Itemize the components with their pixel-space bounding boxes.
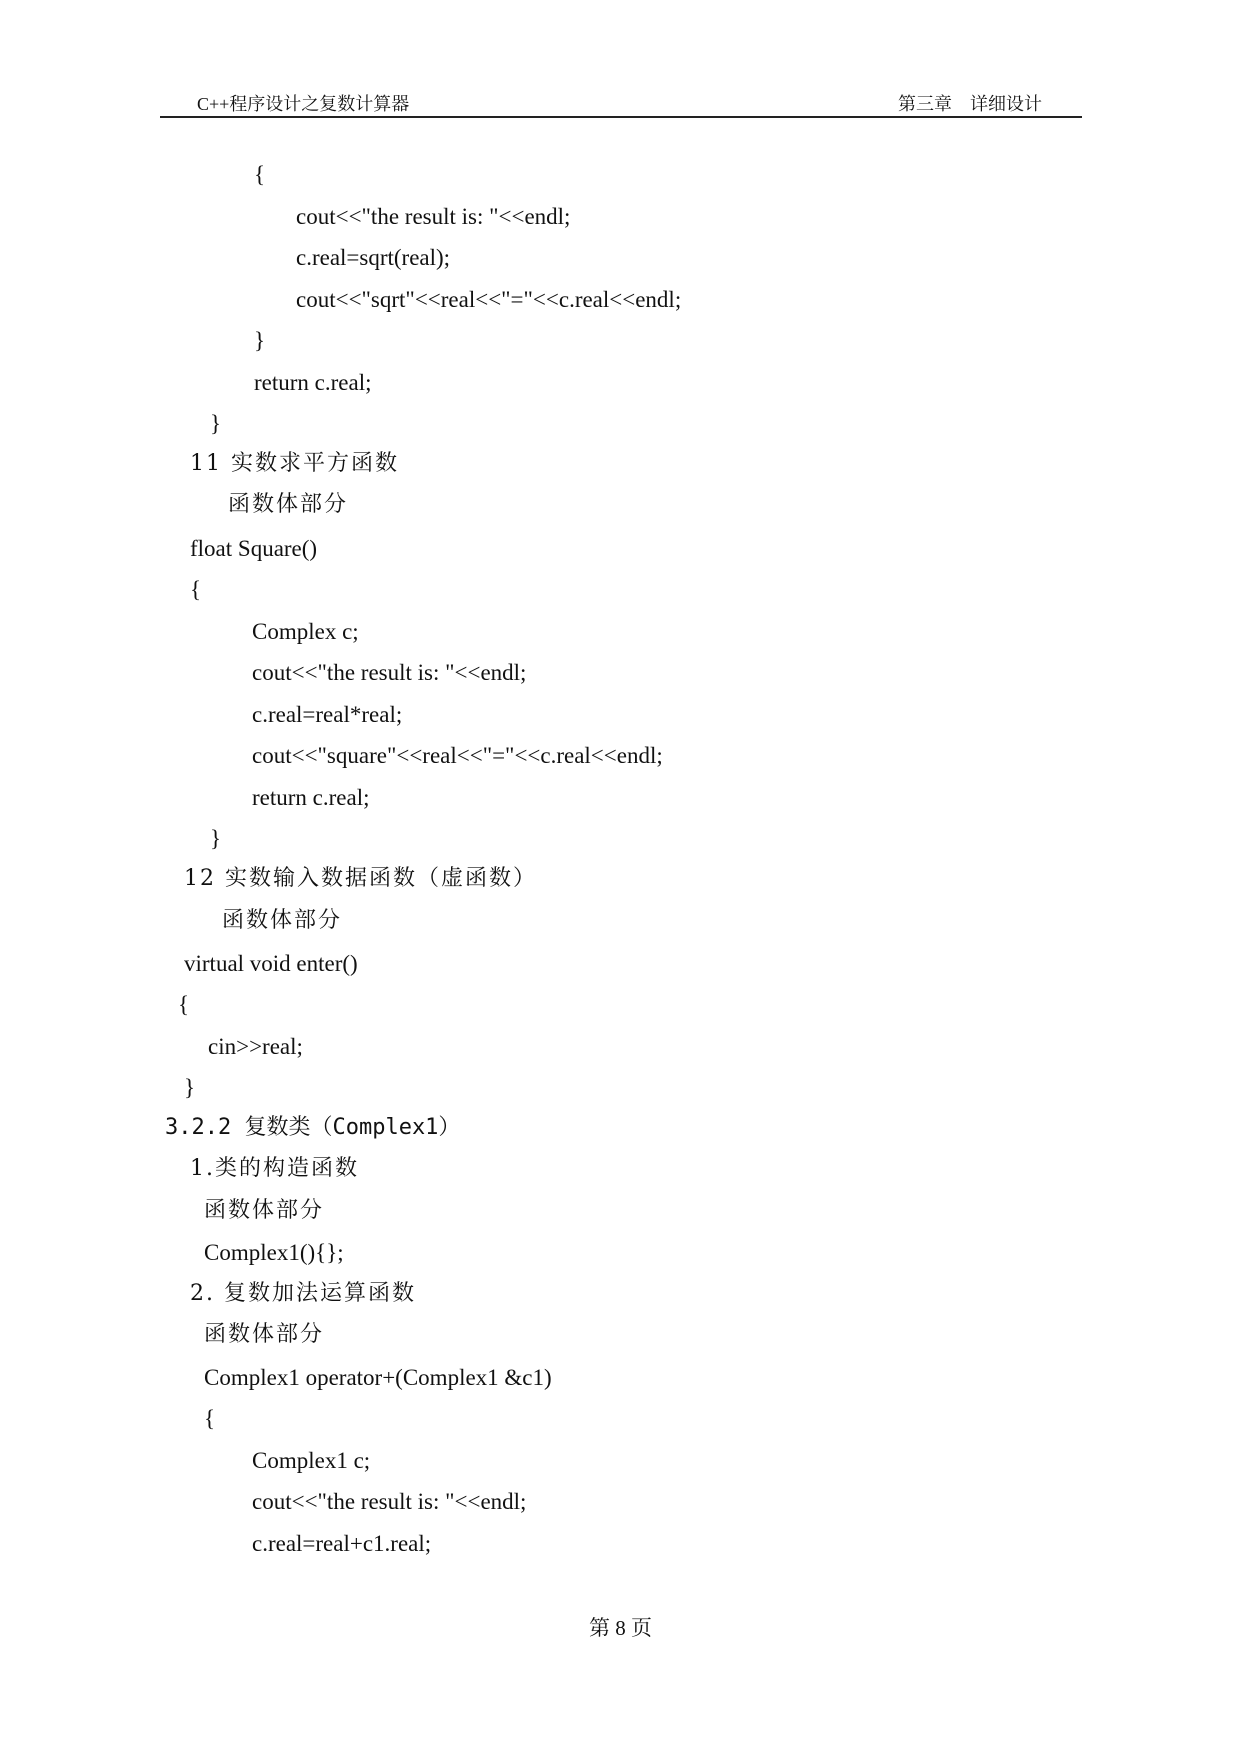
subsection-heading: 12 实数输入数据函数（虚函数） — [184, 866, 537, 891]
code-line: return c.real; — [252, 785, 370, 810]
code-line: cout<<"sqrt"<<real<<"="<<c.real<<endl; — [296, 287, 682, 312]
function-body-label: 函数体部分 — [204, 1322, 325, 1347]
subsection-heading: 1.类的构造函数 — [190, 1156, 359, 1181]
code-line: } — [254, 328, 266, 353]
code-line: cout<<"the result is: "<<endl; — [252, 1489, 527, 1514]
code-line: } — [210, 826, 222, 851]
code-line: Complex c; — [252, 619, 359, 644]
document-title: C++程序设计之复数计算器 — [197, 94, 410, 114]
section-heading: 3.2.2 复数类（Complex1） — [165, 1115, 461, 1140]
page-number: 第 8 页 — [589, 1616, 652, 1640]
code-line: Complex1(){}; — [204, 1240, 344, 1265]
code-line: } — [184, 1075, 196, 1100]
code-line: cin>>real; — [208, 1034, 303, 1059]
subsection-heading: 11 实数求平方函数 — [190, 451, 399, 476]
code-line: { — [254, 162, 266, 187]
code-line: Complex1 c; — [252, 1448, 371, 1473]
code-line: c.real=sqrt(real); — [296, 245, 451, 270]
code-line: { — [178, 992, 190, 1017]
subsection-heading: 2. 复数加法运算函数 — [190, 1281, 416, 1306]
code-line: } — [210, 411, 222, 436]
code-line: Complex1 operator+(Complex1 &c1) — [204, 1365, 552, 1390]
function-body-label: 函数体部分 — [222, 908, 343, 933]
code-line: virtual void enter() — [184, 951, 358, 976]
code-line: return c.real; — [254, 370, 372, 395]
code-line: float Square() — [190, 536, 318, 561]
code-line: { — [204, 1406, 216, 1431]
page-header — [160, 86, 1082, 118]
code-line: cout<<"the result is: "<<endl; — [252, 660, 527, 685]
function-body-label: 函数体部分 — [228, 492, 349, 517]
chapter-title: 第三章 详细设计 — [898, 94, 1042, 114]
code-line: cout<<"the result is: "<<endl; — [296, 204, 571, 229]
code-line: cout<<"square"<<real<<"="<<c.real<<endl; — [252, 743, 663, 768]
function-body-label: 函数体部分 — [204, 1198, 325, 1223]
code-line: { — [190, 577, 202, 602]
code-line: c.real=real*real; — [252, 702, 403, 727]
code-line: c.real=real+c1.real; — [252, 1531, 432, 1556]
